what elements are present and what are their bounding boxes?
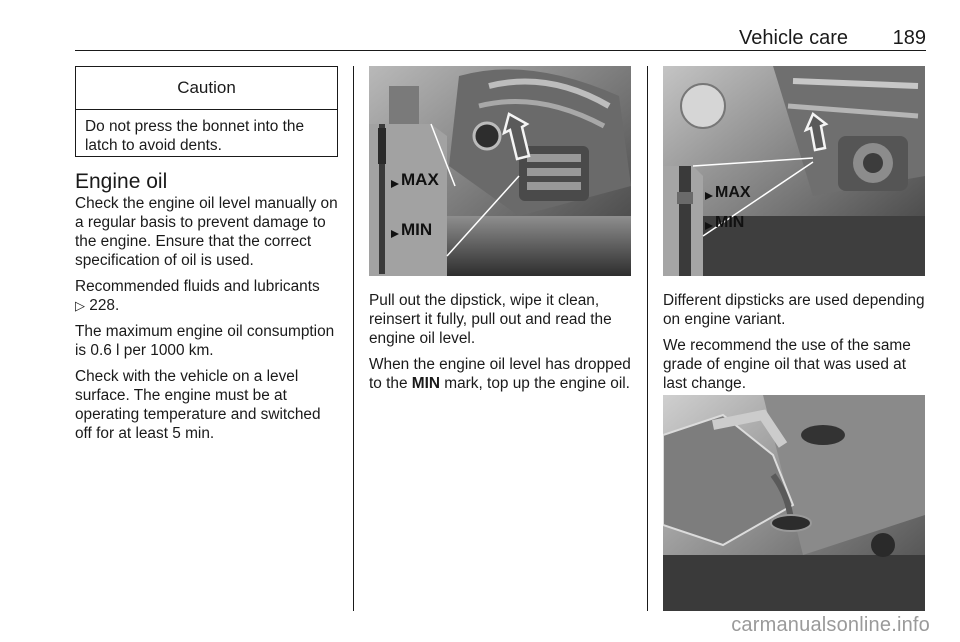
engine-dipstick-figure-1 [369, 66, 631, 276]
caution-text: Do not press the bonnet into the latch to avoid dents. [85, 118, 305, 154]
min-mark-label: MIN [401, 220, 433, 239]
min-mark-label: MIN [715, 214, 745, 231]
paragraph: Check the engine oil level manually on a regular basis to prevent damage to the engine. Ensure that the correct specification of oil is used. [75, 195, 338, 269]
paragraph: The maximum engine oil consumption is 0.6 l per 1000 km. [75, 323, 335, 359]
cross-reference-arrow-icon: ▷ [75, 298, 85, 313]
column-2-text [369, 291, 631, 400]
page-number: 189 [892, 27, 926, 49]
oil-top-up-figure [663, 395, 925, 611]
max-mark-label: MAX [401, 170, 439, 189]
column-divider-1 [353, 66, 354, 611]
caution-box [75, 66, 338, 157]
running-header-title: Vehicle care [739, 27, 848, 49]
paragraph: We recommend the use of the same grade of engine oil that was used at last change. [663, 337, 911, 392]
max-mark-label: MAX [715, 184, 751, 201]
watermark: carmanualsonline.info [731, 614, 930, 636]
engine-illustration-2 [663, 66, 925, 276]
engine-dipstick-figure-2 [663, 66, 925, 276]
paragraph-text: mark, top up the engine oil. [444, 375, 630, 392]
column-3-text [663, 291, 925, 400]
section-heading: Engine oil [75, 170, 168, 193]
column-divider-2 [647, 66, 648, 611]
oil-top-up-illustration [663, 395, 925, 611]
min-mark-term: MIN [411, 375, 441, 392]
paragraph: Pull out the dipstick, wipe it clean, reinsert it fully, pull out and read the engine oil level. [369, 292, 612, 347]
page-header [0, 0, 960, 56]
paragraph: Different dipsticks are used depending on engine variant. [663, 292, 925, 328]
paragraph-text: When the engine oil level has dropped to the [369, 356, 631, 392]
paragraph [369, 355, 631, 393]
caution-title: Caution [76, 67, 337, 110]
paragraph-text: Recommended fluids and lubricants [75, 278, 320, 295]
paragraph [75, 277, 341, 315]
header-rule [75, 50, 926, 51]
column-1-text [75, 194, 341, 450]
paragraph: Check with the vehicle on a level surface. The engine must be at operating temperature and switched off for at least 5 min. [75, 368, 321, 442]
cross-reference-link[interactable]: 228. [89, 297, 120, 314]
